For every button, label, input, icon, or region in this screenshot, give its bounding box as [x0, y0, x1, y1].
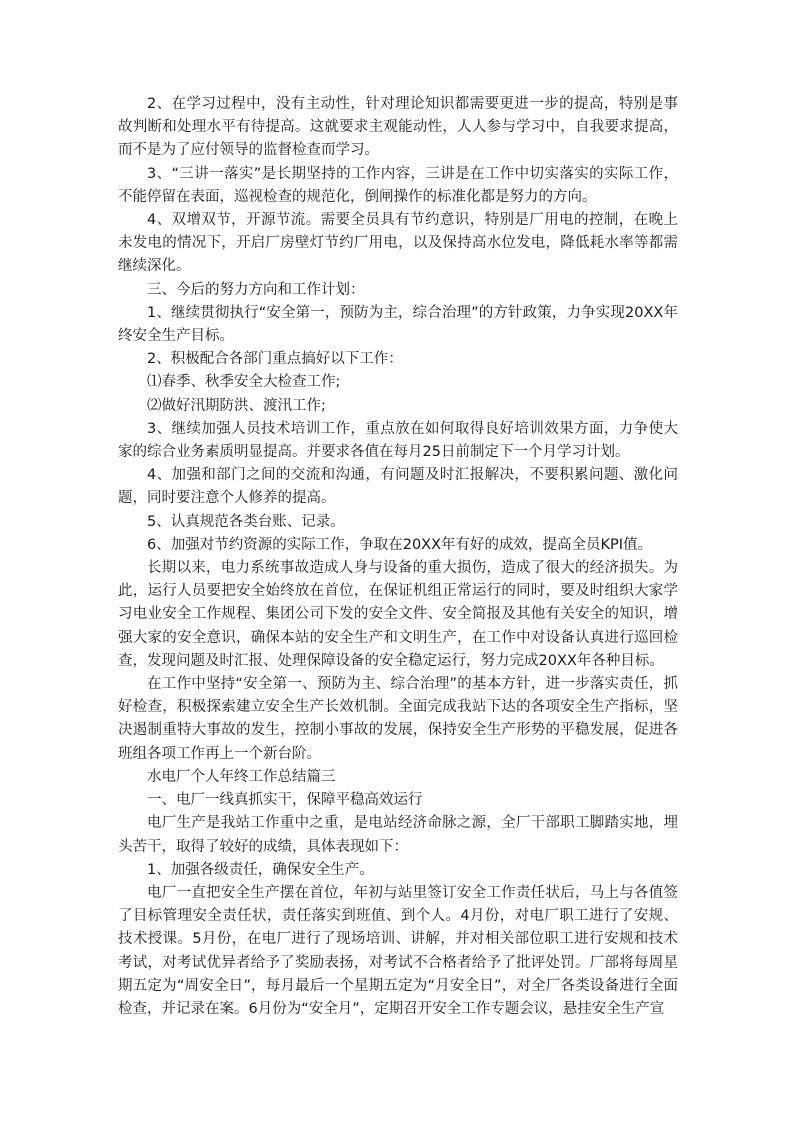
paragraph-plan-2-item-2: ⑵做好汛期防洪、渡汛工作; [147, 397, 326, 414]
paragraph-safety-long-term: 长期以来，电力系统事故造成人身与设备的重大损伤，造成了很大的经济损失。为此，运行人员要把安全始终放在首位，在保证机组正常运行的同时，要及时组织大家学习电业安全工作规程、集团公司下发的安全文件、安全简报及其他有关安全的知识，增强大家的安全意识，确保本站的安全生产和文明生产，在工作中对设备认真进行巡回检查，发现问题及时汇报、处理保障设备的安全稳定运行，努力完成20XX年各种目标。 [118, 560, 678, 669]
paragraph-plan-6: 6、加强对节约资源的实际工作，争取在20XX年有好的成效，提高全员KPI值。 [147, 536, 653, 553]
paragraph-plan-3: 3、继续加强人员技术培训工作，重点放在如何取得良好培训效果方面，力争使大家的综合业务素质明显提高。并要求各值在每月25日前制定下一个月学习计划。 [118, 420, 678, 461]
paragraph-plan-5: 5、认真规范各类台账、记录。 [147, 513, 345, 530]
paragraph-plan-1: 1、继续贯彻执行“安全第一，预防为主，综合治理”的方针政策，力争实现20XX年终安全生产目标。 [118, 304, 678, 345]
paragraph-three-talks: 3、“三讲一落实”是长期坚持的工作内容，三讲是在工作中切实落实的实际工作，不能停留在表面，巡视检查的规范化，倒闸操作的标准化都是努力的方向。 [118, 165, 678, 205]
paragraph-plan-2-item-1: ⑴春季、秋季安全大检查工作; [147, 374, 341, 391]
document-body [118, 93, 678, 1021]
section-heading-future-plan: 三、今后的努力方向和工作计划： [147, 281, 365, 298]
paragraph-production-intro: 电厂生产是我站工作重中之重，是电站经济命脉之源，全厂干部职工脚踏实地，埋头苦干，取得了较好的成绩，具体表现如下： [118, 815, 678, 855]
article-title-part-three: 水电厂个人年终工作总结篇三 [147, 768, 336, 785]
section-heading-frontline: 一、电厂一线真抓实干，保障平稳高效运行 [147, 792, 423, 809]
paragraph-safety-policy: 在工作中坚持“安全第一、预防为主、综合治理”的基本方针，进一步落实责任，抓好检查，积极探索建立安全生产长效机制。全面完成我站下达的各项安全生产指标，坚决遏制重特大事故的发生，控制小事故的发展，保持安全生产形势的平稳发展，促进各班组各项工作再上一个新台阶。 [118, 676, 678, 762]
paragraph-responsibility-heading: 1、加强各级责任，确保安全生产。 [147, 861, 374, 878]
paragraph-double-increase: 4、双增双节，开源节流。需要全员具有节约意识，特别是厂用电的控制，在晚上未发电的情况下，开启厂房壁灯节约厂用电，以及保持高水位发电，降低耗水率等都需继续深化。 [118, 212, 678, 275]
paragraph-plan-4: 4、加强和部门之间的交流和沟通，有问题及时汇报解决，不要积累问题、激化问题，同时要注意个人修养的提高。 [118, 467, 678, 507]
paragraph-study-initiative: 2、在学习过程中，没有主动性，针对理论知识都需要更进一步的提高，特别是事故判断和处理水平有待提高。这就要求主观能动性，人人参与学习中，自我要求提高，而不是为了应付领导的监督检查而学习。 [118, 96, 678, 159]
paragraph-plan-2: 2、积极配合各部门重点搞好以下工作： [147, 351, 403, 368]
paragraph-responsibility-detail: 电厂一直把安全生产摆在首位，年初与站里签订安全工作责任状后，马上与各值签了目标管理安全责任状，责任落实到班值、到个人。4月份，对电厂职工进行了安规、技术授课。5月份，在电厂进行了现场培训、讲解，并对相关部位职工进行安规和技术考试，对考试优异者给予了奖励表扬，对考试不合格者给予了批评处罚。厂部将每周星期五定为“周安全日”，每月最后一个星期五定为“月安全日”，对全厂各类设备进行全面检查，并记录在案。6月份为“安全月”，定期召开安全工作专题会议，悬挂安全生产宣 [118, 884, 678, 1017]
